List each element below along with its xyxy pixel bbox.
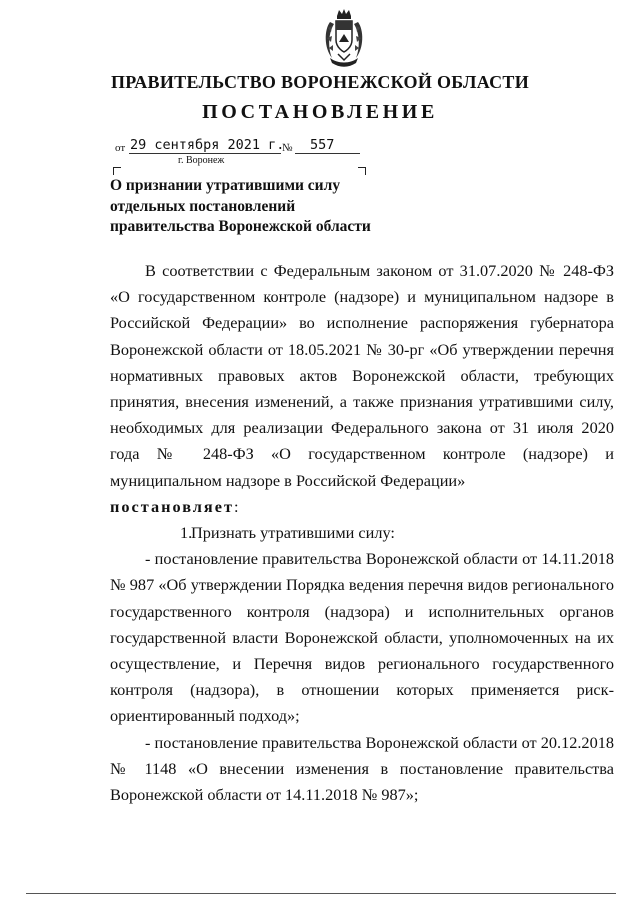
date-number-line (115, 138, 360, 156)
document-number: 557 (310, 137, 335, 153)
item-1 (110, 520, 614, 546)
repealed-act-2: - постановление правительства Воронежской области от 20.12.2018 № 1148 «О внесении изменения в постановление правительства Воронежской области от 14.11.2018 № 987»; (110, 732, 614, 805)
document-title (110, 176, 371, 238)
government-name: ПРАВИТЕЛЬСТВО ВОРОНЕЖСКОЙ ОБЛАСТИ (110, 72, 530, 92)
repealed-act-1: - постановление правительства Воронежской области от 14.11.2018 № 987 «Об утверждении Порядка ведения перечня видов регионального государственного контроля (надзора) и исполнительных органов государственной власти Воронежской области, уполномоченных на их осуществление, и Перечня видов регионального государственного контроля (надзора), в отношении которых применяется риск-ориентированный подход»; (110, 549, 614, 726)
title-corner-left (113, 167, 121, 175)
document-type: ПОСТАНОВЛЕНИЕ (202, 101, 438, 123)
title-corner-right (358, 167, 366, 175)
decides-word: постановляет (110, 496, 234, 516)
from-label: от (115, 142, 126, 154)
item-1-text: Признать утратившими силу: (191, 523, 395, 543)
item-1-number: 1. (180, 523, 193, 543)
preamble-paragraph (110, 258, 614, 520)
city: г. Воронеж (178, 155, 225, 166)
coat-of-arms-icon (322, 8, 366, 70)
date-underline (129, 153, 281, 154)
preamble-text: В соответствии с Федеральным законом от 31.07.2020 № 248-ФЗ «О государственном контроле (надзоре) и муниципальном надзоре в Российской Федерации» во исполнение распоряжения губернатора Воронежской области от 18.05.2021 № 30-рг «Об утверждении перечня нормативных правовых актов Воронежской области, требующих принятия, внесения изменений, а также признания утратившими силу, необходимых для реализации Федерального закона от 31 июля 2020 года № 248-ФЗ «О государственном контроле (надзоре) и муниципальном надзоре в Российской Федерации» (110, 261, 614, 490)
number-underline (295, 153, 360, 154)
decides-colon: : (233, 496, 239, 516)
title-line: отдельных постановлений (110, 197, 296, 215)
page-bottom-rule (26, 893, 616, 894)
document-body (110, 258, 614, 808)
document-date: 29 сентября 2021 г. (130, 137, 285, 153)
title-line: О признании утратившими силу (110, 177, 341, 194)
number-label: № (282, 142, 293, 154)
title-line: правительства Воронежской области (110, 218, 371, 235)
